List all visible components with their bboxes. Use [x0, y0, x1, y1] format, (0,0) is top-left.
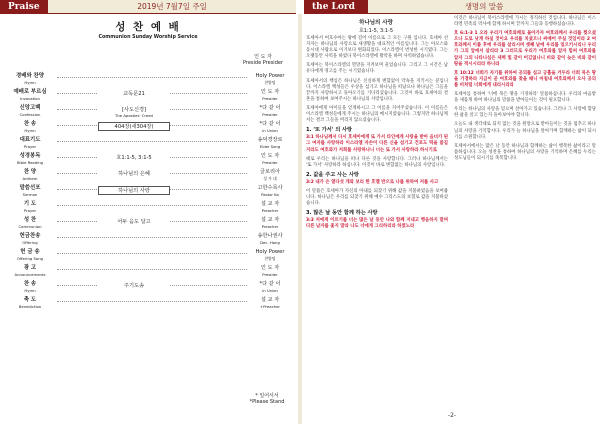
worship-item: [6, 297, 290, 313]
sermon-paragraph: 호세아서의 핵심은 하나님은 신실하게 변함없이 약속을 지키시는 분입니다. 이스라엘 백성들은 우상을 섬기고 하나님을 떠났으나 하나님은 그들을 끝까지 사랑하시고 돌아오기를 기다리셨습니다. 그것이 바로 호세아의 결혼을 통하여 보여주시는 하나님의 사랑입니다.: [306, 78, 448, 102]
worship-item: [6, 73, 290, 89]
worship-item-name: [6, 201, 54, 213]
worship-item-detail-ko: 호1:1-5, 3:1-5: [116, 155, 152, 161]
worship-item-leader-ko: 글로리아: [259, 169, 281, 175]
worship-item-name: [6, 217, 54, 229]
worship-item: [6, 105, 290, 121]
worship-item: [6, 169, 290, 185]
the-lord-tab: the Lord: [304, 0, 368, 14]
worship-item-leader-ko: 설 교 자: [260, 201, 280, 207]
worship-item-detail: [98, 122, 170, 131]
scripture-highlight: 3:2 내가 은 열다섯 개와 보리 한 호멜 반으로 나를 위하여 저를 사고: [306, 179, 439, 185]
worship-item-leader-en: 성 가 대: [263, 175, 277, 181]
presider-en: Preside Presider: [242, 60, 284, 66]
sermon-point-2: 2. 값을 주고 사는 사랑: [306, 171, 359, 178]
worship-item-en: Confession: [19, 111, 41, 117]
scripture-highlight: 3:3 저에게 이르기를 너는 많은 날 동안 나와 함께 지내고 행음하지 말며 다른 남자를 좇지 말라 나도 너에게 그리하리라 하였노라: [306, 218, 448, 230]
worship-item-name: [6, 169, 54, 181]
worship-item-leader-ko: 인 도 자: [260, 153, 280, 159]
worship-item-name: [6, 249, 54, 261]
leader-dots: [57, 73, 247, 78]
worship-item-detail-en: The Apostles' Creed: [115, 113, 153, 118]
bulletin-date: 2019년 7월7일 주일: [137, 2, 207, 11]
worship-item-detail: [98, 170, 170, 177]
worship-item-leader: [250, 89, 290, 101]
worship-item-detail-ko: 하나님의 은혜: [118, 171, 150, 177]
worship-item-name: [6, 297, 54, 309]
sermon-scripture: 호1:1-5, 3:1-5: [358, 28, 394, 34]
stand-note-ko: * 일어서서: [255, 393, 279, 399]
worship-item-ko: 헌금찬송: [19, 233, 41, 239]
sermon-paragraph: 이것은 하나님이 북이스라엘에 가시는 정직하신 것입니다. 하나님은 이스라엘 민족의 역사에 함께 하시며 끝까지 그들과 동행하셨습니다.: [454, 16, 596, 28]
worship-item-leader-ko: 송덕경장로: [257, 137, 283, 143]
worship-item-leader-en: in Union: [262, 287, 278, 293]
worship-item-detail-ko: 어두 음도 달고: [117, 219, 151, 225]
worship-item-name: [6, 185, 54, 197]
worship-item-en: Anthem: [22, 175, 38, 181]
sermon-point-1: 1. '또 가서' 의 사랑: [306, 127, 353, 134]
leader-dots: [57, 249, 247, 254]
worship-item-leader: [250, 281, 290, 293]
worship-item-detail-ko: 하나님의 사랑: [118, 188, 150, 194]
worship-item: [6, 233, 290, 249]
worship-item-leader-ko: *다 같 이: [259, 281, 281, 287]
worship-item-leader: [250, 185, 290, 197]
worship-item-leader-en: Presider: [262, 159, 278, 165]
worship-item-leader: [250, 137, 290, 149]
worship-item-ko: 찬 송: [23, 281, 37, 287]
worship-item-leader: [250, 153, 290, 165]
worship-item-en: Prayer: [23, 207, 37, 213]
worship-item-en: Communion: [18, 223, 42, 229]
worship-item-detail-ko: [사도신경]: [121, 107, 147, 113]
worship-item-en: Invocation: [20, 95, 40, 101]
worship-item-name: [6, 137, 54, 149]
worship-item-leader: [250, 249, 290, 261]
worship-item-name: [6, 265, 54, 277]
scripture-highlight: 호 6:1-3 1 오라 우리가 여호와께로 돌아가자 여호와께서 우리를 찢으셨으나 도로 낫게 하실 것이요 우리를 치셨으나 싸매어 주실 것임이라 2 여호와께서 이틀 후에 우리를 살리시며 셋째 날에 우리를 일으키시리니 우리가 그의 앞에서 살리라 3 그러므로 우리가 여호와를 알자 힘써 여호와를 알자 그의 나타나심은 새벽 빛 같이 어김없나니 비와 같이 늦은 비와 같이 땅을 적시시리라 하니라: [454, 31, 596, 67]
scripture-highlight: 3:1 하나님께서 다시 호세아에게 또 가서 타인에게 사랑을 받아 음녀가 된 그 여자를 사랑하라 이스라엘 자손이 다른 신을 섬기고 건포도 떡을 즐길지라도 여호와가 저희를 사랑하나니 너는 또 가서 사랑하라 하시기로: [306, 135, 448, 153]
right-header-bar: [304, 0, 600, 14]
worship-item-detail-ko: 교독문21: [123, 91, 145, 97]
worship-item: [6, 249, 290, 265]
worship-item: [6, 265, 290, 281]
worship-item-leader-ko: 고한수목사: [257, 185, 283, 191]
worship-item-leader-en: Elder Song: [259, 143, 281, 149]
worship-item-leader-ko: Holy Power: [255, 73, 285, 79]
worship-item-leader-en: Preacher: [261, 207, 279, 213]
sermon-paragraph: 이 말씀은 호세아가 자신의 아내를 되찾기 위해 값을 지불하였음을 보여줍니다. 하나님은 우리를 되찾기 위해 예수 그리스도의 보혈로 값을 지불하셨습니다.: [306, 188, 448, 207]
worship-item-en: Offering: [22, 239, 38, 245]
sermon-heading: [306, 18, 446, 34]
worship-item-leader-ko: 인 도 자: [260, 89, 280, 95]
worship-item-leader-en: Presider: [262, 95, 278, 101]
worship-item-detail-ko: 404장(새304장): [114, 124, 154, 130]
worship-title: 성 찬 예 배: [115, 21, 181, 33]
scripture-highlight: 호 10:12 너희가 자기를 위하여 공의를 심고 긍휼을 거두라 너희 묵은 땅을 기경하라 지금이 곧 여호와를 찾을 때니 마침내 여호와께서 오사 공의를 비처럼 너희에게 내리시리라: [454, 70, 596, 88]
worship-item-name: [6, 73, 54, 85]
sermon-title: 하나님의 사랑: [359, 20, 393, 26]
sermon-column-right: [454, 16, 596, 165]
worship-item-leader-en: Presider: [262, 271, 278, 277]
worship-item-name: [6, 121, 54, 133]
worship-item: [6, 217, 290, 233]
sermon-paragraph: 호세아에게 아이들을 얻게하시고 그 이름을 지어주셨습니다. 이 이름들은 이스라엘 백성들에게 주시는 하나님의 메시지였습니다. 그렇지만 하나님께서는 결코 그들을 버리지 않으셨습니다.: [306, 105, 448, 124]
sermon-section: [304, 14, 600, 412]
worship-item-name: [6, 233, 54, 245]
worship-item-detail: [98, 218, 170, 225]
left-header-bar: [0, 0, 296, 14]
sermon-paragraph: 호세아는 북이스라엘의 멸망을 지켜보며 울었습니다. 그리고 그 시간은 남유다에게 경고를 주는 시기였습니다.: [306, 63, 448, 75]
worship-item-en: Benediction: [18, 303, 42, 309]
sermon-paragraph: 우리는 하나님의 사랑을 믿으며 살아가고 있습니다. 그러나 그 사랑에 합당한 삶을 살고 있는지 돌아보아야 합니다.: [454, 107, 596, 119]
worship-item-leader: [250, 169, 290, 181]
sermon-paragraph: 때로 우리는 하나님을 떠나 다른 것을 사랑합니다. 그러나 하나님께서는 '또 가서' 사랑하라 하십니다. 이것이 바로 변함없는 하나님의 사랑입니다.: [306, 156, 448, 168]
worship-list: [6, 73, 290, 313]
worship-item-leader-ko: 송한나권사: [257, 233, 283, 239]
worship-item-leader: [250, 265, 290, 277]
worship-item: [6, 185, 290, 201]
page-number: -2-: [447, 412, 457, 419]
worship-item-ko: 대표기도: [19, 137, 41, 143]
worship-item-leader-en: +Preacher: [260, 303, 280, 309]
worship-item: [6, 137, 290, 153]
worship-item-leader-en: Presider: [262, 111, 278, 117]
worship-item-detail: [98, 282, 170, 289]
worship-item-ko: 광 고: [23, 265, 37, 271]
worship-item-ko: 성경봉독: [19, 153, 41, 159]
worship-item-detail: [98, 90, 170, 97]
sermon-paragraph: 호세아서 여호수아는 왕에 걸어 이름으로 그 모든 구원 입니다. 호세아 선지자는 하나님의 사랑으로 새생활을 대표적인 이름입니다. 그는 아모스와 동시대 사람으로 이기보다 변화되었다. 이스라엘이 번성한 시기였다. 그는 오랫동안 사역을 하였다 북이스라엘에 활약을 하며 사역하였습니다.: [306, 36, 448, 60]
worship-subtitle: Communion Sunday Worship Service: [98, 35, 198, 40]
worship-item-en: Sermon: [22, 191, 38, 197]
praise-tab: Praise: [0, 0, 48, 14]
worship-item-leader-ko: Holy Power: [255, 249, 285, 255]
stand-note: [242, 393, 292, 405]
worship-item-detail-ko: 주기도송: [123, 283, 145, 289]
worship-item-leader: [250, 297, 290, 309]
worship-item-leader-ko: *다 같 이: [259, 121, 281, 127]
worship-item: [6, 201, 290, 217]
sermon-paragraph: 호세아를 통하여 '너에 목은 땅을 기경하라' 말씀하십니다. 우리의 마음밭을 새롭게 하여 하나님의 말씀을 받아들이는 것이 필요합니다.: [454, 92, 596, 104]
worship-item-ko: 말씀선포: [19, 185, 41, 191]
worship-item-name: [6, 281, 54, 293]
worship-item-ko: 기 도: [23, 201, 37, 207]
worship-item-leader: [250, 121, 290, 133]
worship-item-ko: 찬 송: [23, 121, 37, 127]
worship-item-en: Hymn: [24, 127, 36, 133]
worship-item: [6, 89, 290, 105]
worship-item-leader-ko: 설 교 자: [260, 217, 280, 223]
worship-item-leader-en: Preacher: [261, 223, 279, 229]
worship-item-en: Hymn: [24, 287, 36, 293]
worship-item-detail: [98, 106, 170, 118]
word-of-life-title: 생명의 말씀: [464, 2, 504, 11]
worship-item-ko: 예배로 부르심: [13, 89, 47, 95]
worship-item-en: Hymn: [24, 79, 36, 85]
worship-item-name: [6, 89, 54, 101]
order-of-worship: [0, 14, 296, 414]
leader-dots: [57, 233, 247, 238]
worship-item-leader-ko: 설 교 자: [260, 297, 280, 303]
worship-item-en: Announcements: [14, 271, 46, 277]
worship-item-leader-en: Pastor Ko: [261, 191, 279, 197]
presider-ko: 인 도 자: [254, 54, 272, 60]
worship-item-ko: 축 도: [23, 297, 37, 303]
worship-item-ko: 찬 양: [23, 169, 37, 175]
worship-item-leader-en: 찬양팀: [264, 79, 276, 85]
leader-dots: [57, 297, 247, 302]
worship-item-leader-en: in Union: [262, 127, 278, 133]
worship-item-leader-ko: *다 같 이: [259, 105, 281, 111]
worship-item-name: [6, 105, 54, 117]
worship-item-leader-en: 찬양팀: [264, 255, 276, 261]
stand-note-en: *Please Stand: [249, 399, 285, 405]
worship-item-leader: [250, 217, 290, 229]
leader-dots: [57, 137, 247, 142]
worship-item-name: [6, 153, 54, 165]
sermon-paragraph: 호세아서에서는 많은 날 동안 하나님과 함께하는 삶이 행복한 삶이라고 말씀하십니다. 오늘 성찬을 통하여 하나님의 사랑을 기억하며 은혜를 누리는 성도님들이 되시기를 축복합니다.: [454, 143, 596, 161]
sermon-point-3: 3. 많은 날 동안 함께 하는 사랑: [306, 210, 378, 217]
leader-dots: [57, 201, 247, 206]
worship-item-leader: [250, 105, 290, 117]
worship-item-detail: [98, 186, 170, 195]
worship-item-detail: [98, 154, 170, 161]
worship-item-ko: 헌 금 송: [20, 249, 40, 255]
worship-item-en: Prayer: [23, 143, 37, 149]
sermon-column-left: [306, 36, 448, 234]
worship-item-leader: [250, 73, 290, 85]
leader-dots: [57, 265, 247, 270]
worship-item-ko: 성 찬: [23, 217, 37, 223]
worship-item-ko: 경배와 찬양: [16, 73, 44, 79]
worship-item-leader-ko: 인 도 자: [260, 265, 280, 271]
worship-item-en: Bible Reading: [16, 159, 44, 165]
worship-item-leader: [250, 201, 290, 213]
worship-item: [6, 281, 290, 297]
page-gutter: [298, 14, 302, 424]
worship-item-leader: [250, 233, 290, 245]
sermon-paragraph: 오늘도 내 생각대로 되지 않는 것을 원망으로 받아들이는 것을 멈추고 하나님의 사랑을 기억합시다. 우리가 늘 하나님을 알아가며 함께하는 삶이 되시기를 소원합니다.: [454, 122, 596, 140]
worship-item-en: Offering Song: [16, 255, 44, 261]
worship-item-leader-en: Dec. Hong: [260, 239, 280, 245]
worship-item: [6, 153, 290, 169]
worship-item: [6, 121, 290, 137]
presider-label: [238, 54, 288, 66]
worship-item-ko: 신앙고백: [19, 105, 41, 111]
